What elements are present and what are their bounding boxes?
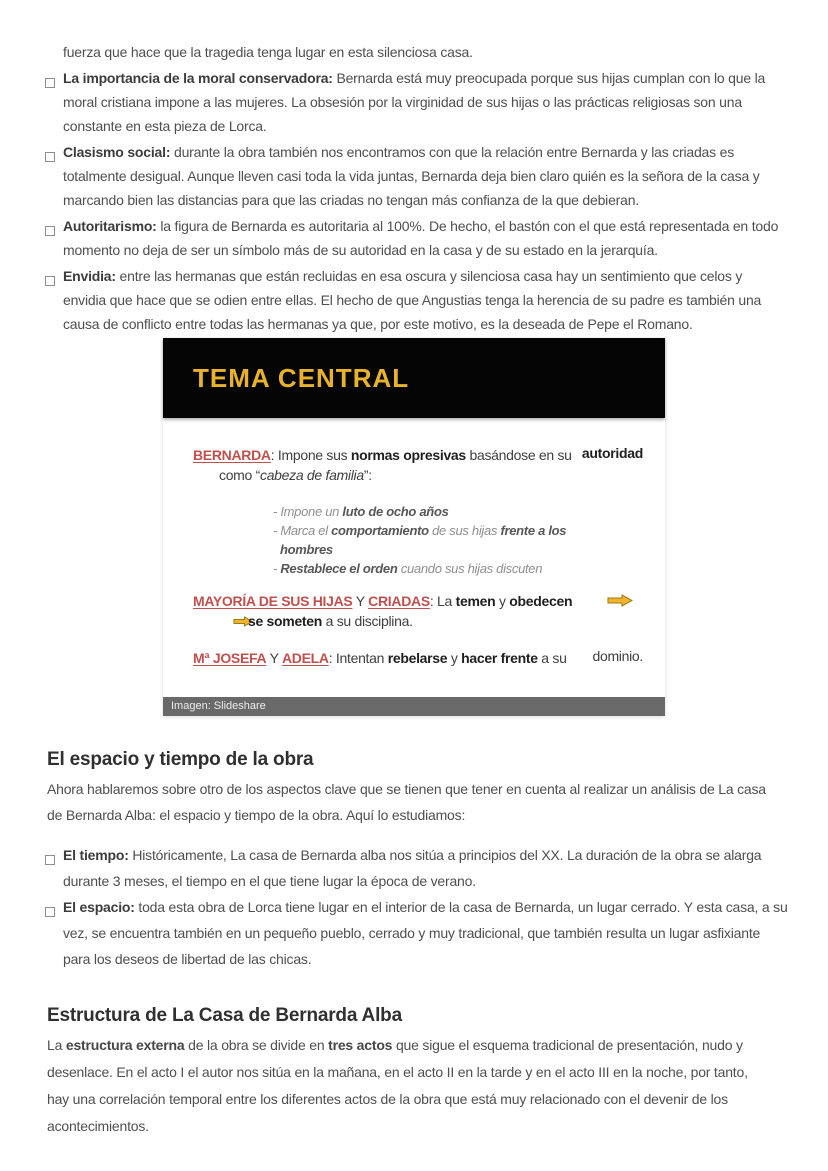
list-item [47,894,788,972]
paragraph-continuation: fuerza que hace que la tragedia tenga lugar en esta silenciosa casa. [63,44,473,60]
square-bullet-icon [45,78,55,88]
list-item [47,140,788,212]
embedded-slide-image [163,338,665,716]
list-item [47,264,788,336]
diagram-sub-points [193,502,655,578]
square-bullet-icon [45,907,55,917]
list-item-text: Clasismo social: durante la obra también nos encontramos con que la relación entre Bernarda y las criadas es totalmente desigual. Aunque lleven casi toda la vida juntas, Bernarda deja bien claro quién es la señora de la casa y marcando bien las distancias para que las criadas no tengan más confianza de la que debieran. [63,144,760,208]
espacio-list [47,842,788,972]
diagram-row-josefa [193,648,655,668]
diagram-line: BERNARDA: Impone sus normas opresivas basándose en su [193,447,572,463]
square-bullet-icon [45,276,55,286]
list-item-text: Autoritarismo: la figura de Bernarda es autoritaria al 100%. De hecho, el bastón con el que está representada en todo momento no deja de ser un símbolo más de su autoridad en la casa y de su estado en la jerarquía. [63,218,779,258]
diagram-line: como “cabeza de familia”: [219,467,372,483]
diagram-line: Mª JOSEFA Y ADELA: Intentan rebelarse y hacer frente a su [193,650,567,666]
list-item [47,214,788,262]
diagram-sub-line: - Impone un luto de ocho años [273,504,449,519]
slide-title-banner [163,338,665,418]
square-bullet-icon [45,855,55,865]
square-bullet-icon [45,226,55,236]
diagram-line-text: se someten a su disciplina. [248,613,413,629]
estructura-body: La estructura externa de la obra se divide en tres actos que sigue el esquema tradicional de presentación, nudo y desenlace. En el acto I el autor nos sitúa en la mañana, en el acto II en la tarde y en el acto III en la noche, por tanto, hay una correlación temporal entre los diferentes actos de la obra que está muy relacionado con el devenir de los acontecimientos. [47,1037,748,1134]
diagram-row-bernarda [193,445,655,485]
list-item-text: Envidia: entre las hermanas que están recluidas en esa oscura y silenciosa casa hay un sentimiento que celos y envidia que hace que se odien entre ellas. El hecho de que Angustias tenga la herencia de su padre es también una causa de conflicto entre todas las hermanas ya que, por este motivo, es la deseada de Pepe el Romano. [63,268,762,332]
list-item [47,842,788,894]
section-heading-espacio: El espacio y tiempo de la obra [47,749,314,770]
list-item-text: La importancia de la moral conservadora: Bernarda está muy preocupada porque sus hijas cumplan con lo que la moral cristiana impone a las mujeres. La obsesión por la virginidad de sus hijas o las prácticas religiosas son una constante en esta pieza de Lorca. [63,70,766,134]
arrow-right-icon [607,594,633,607]
list-item-text: El tiempo: Históricamente, La casa de Bernarda alba nos sitúa a principios del XX. La duración de la obra se alarga durante 3 meses, el tiempo en el que tiene lugar la época de verano. [63,847,762,889]
diagram-sub-line: - Restablece el orden cuando sus hijas discuten [273,561,543,576]
section-heading-estructura: Estructura de La Casa de Bernarda Alba [47,1005,402,1026]
diagram-right-word: dominio. [592,648,643,664]
square-bullet-icon [45,152,55,162]
list-item-text: El espacio: toda esta obra de Lorca tiene lugar en el interior de la casa de Bernarda, un lugar cerrado. Y esta casa, a su vez, se encuentra también en un pequeño pueblo, cerrado y muy tradicional, que también resulta un lugar asfixiante para los deseos de libertad de las chicas. [63,899,788,967]
diagram-sub-line: hombres [280,542,333,557]
themes-list [47,66,788,336]
diagram-line [193,611,655,631]
diagram-sub-line: - Marca el comportamiento de sus hijas frente a los [273,523,567,538]
image-credit: Imagen: Slideshare [163,697,665,716]
list-item [47,66,788,138]
espacio-intro: Ahora hablaremos sobre otro de los aspectos clave que se tienen que tener en cuenta al realizar un análisis de La casa de Bernarda Alba: el espacio y tiempo de la obra. Aquí lo estudiamos: [47,781,766,823]
slide-title: TEMA CENTRAL [193,362,410,393]
slide-diagram [163,418,665,697]
diagram-row-hijas [193,591,655,631]
diagram-right-word: autoridad [581,445,643,461]
diagram-line: MAYORÍA DE SUS HIJAS Y CRIADAS: La temen y obedecen [193,593,573,609]
